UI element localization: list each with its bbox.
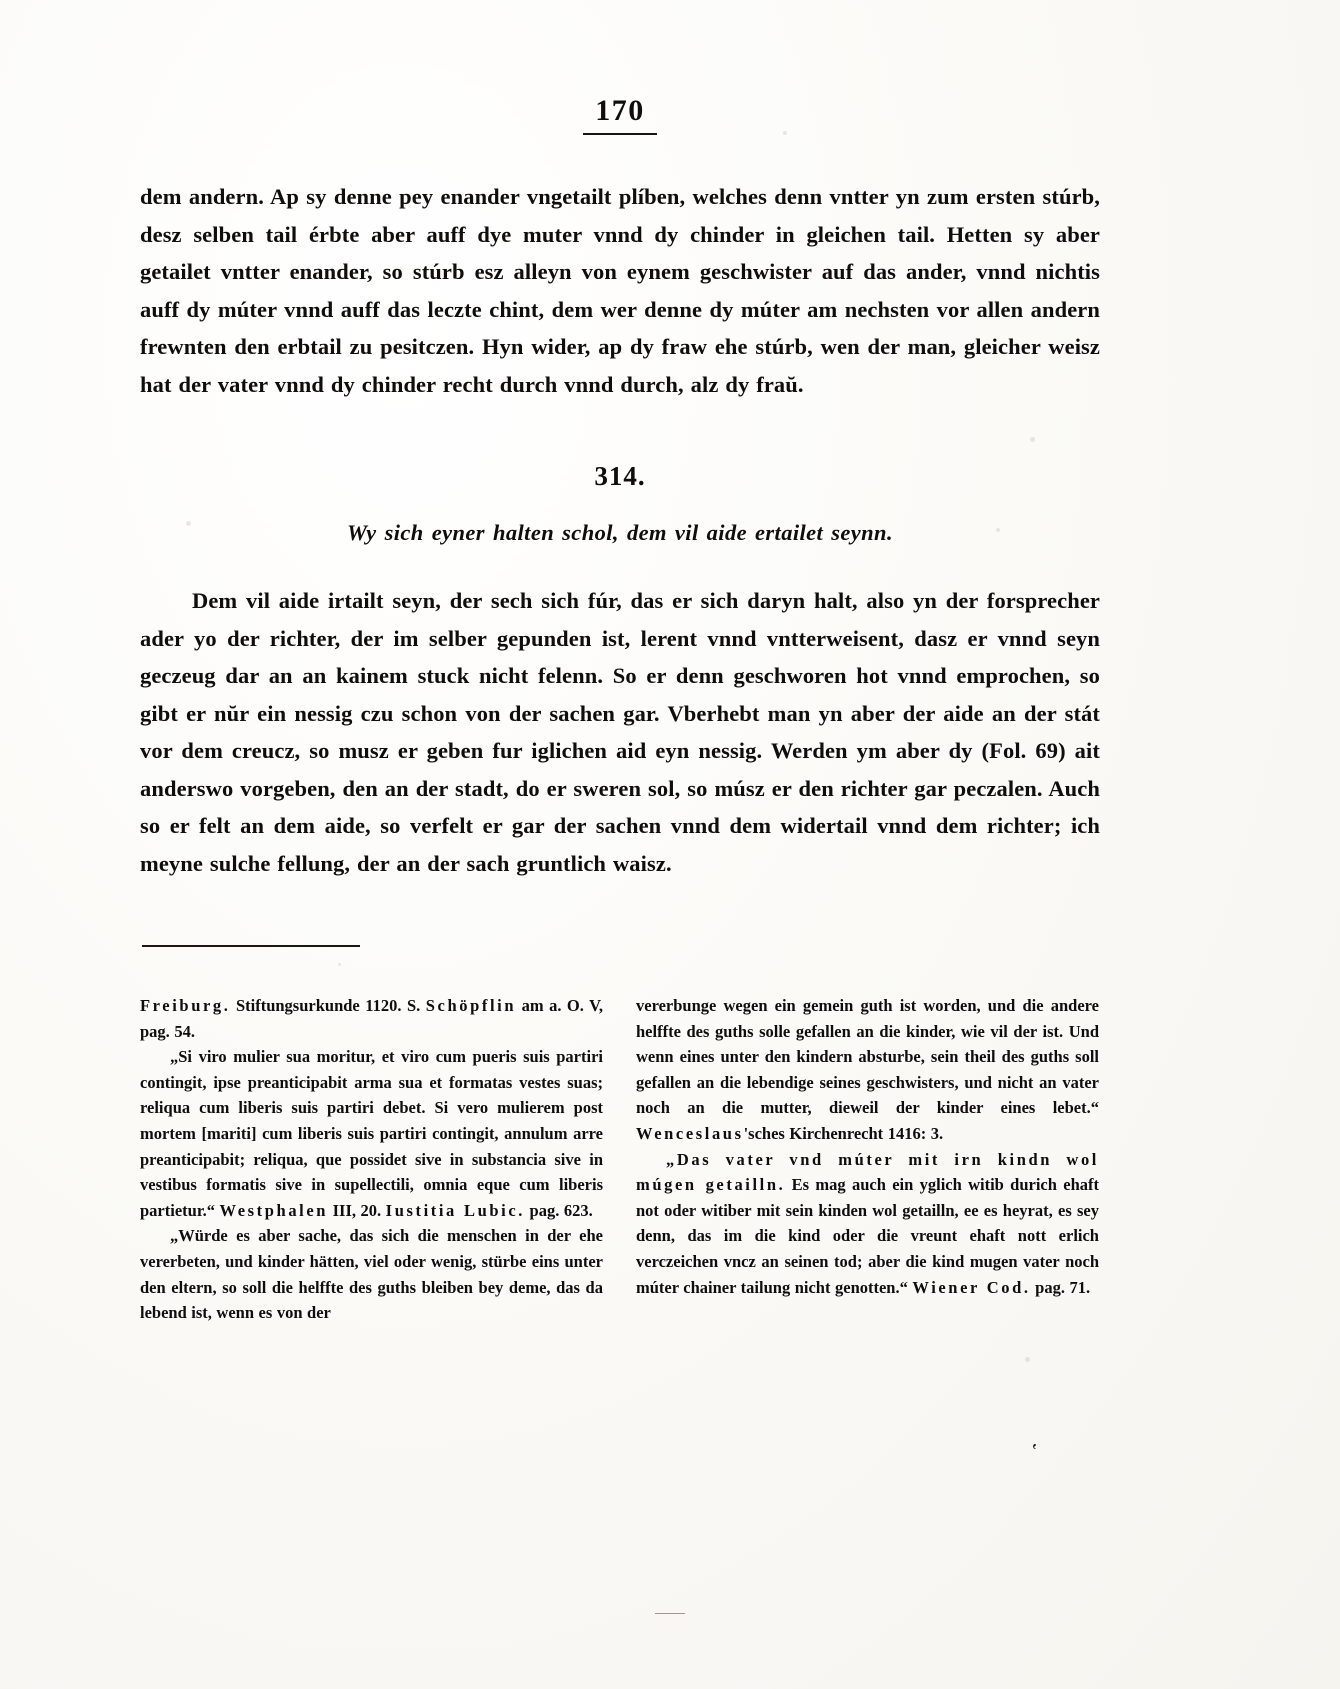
page-content — [140, 0, 1100, 1326]
body-paragraph-2-part-b: ait anderswo vorgeben, den an der stadt, do er sweren sol, so músz er den richter gar peczalen. Auch so er felt an dem aide, so verfelt er gar der sachen vnnd dem widertail vnnd dem richter; ich meyne sulche fellung, der an der sach gruntlich waisz. — [140, 738, 1100, 876]
citation-name-iustitia-lubic: Iustitia Lubic. — [385, 1200, 526, 1220]
bottom-page-mark — [655, 1613, 685, 1614]
citation-name-wiener-cod: Wiener Cod. — [912, 1277, 1031, 1297]
citation-wenceslaus-number: 1416: 3. — [887, 1123, 944, 1143]
section-number: 314. — [594, 461, 646, 491]
footnote-quote-german-1-continued — [636, 993, 1099, 1147]
citation-freiburg-end: am a. O. V, pag. 54. — [140, 996, 603, 1041]
footnote-quote-latin — [140, 1044, 603, 1223]
citation-freiburg-mid: Stiftungsurkunde 1120. S. — [230, 996, 426, 1015]
body-paragraph-1: dem andern. Ap sy denne pey enander vngetailt plíben, welches denn vntter yn zum ersten stúrb, desz selben tail érbte aber auff dye muter vnnd dy chinder in gleichen tail. Hetten sy aber getailet vntter enander, so stúrb esz alleyn von eynem geschwister auf das ander, vnnd nichtis auff dy múter vnnd auff das leczte chint, dem wer denne dy múter am nechsten vor allen andern frewnten den erbtail zu pesitczen. Hyn wider, ap dy fraw ehe stúrb, wen der man, gleicher weisz hat der vater vnnd dy chinder recht durch vnnd durch, alz dy fraŭ. — [140, 184, 1100, 397]
footnote-quote-german-2-text: Es mag auch ein yglich witib durich ehaft not oder witiber mit sein kinden wol getailln, ee es heyrat, es sey denn, das im die kind oder die vreunt ehaft nott erlich verczeichen vncz an seinen tod; aber die kind mugen vater noch múter chainer tailung nicht genotten.“ — [636, 1175, 1099, 1297]
body-paragraph-2-part-a: Dem vil aide irtailt seyn, der sech sich fúr, das er sich daryn halt, also yn der forsprecher ader yo der richter, der im selber gepunden ist, lerent vnnd vntterweisent, dasz er vnnd seyn geczeug dar an an kainem stuck nicht felenn. So er denn geschworen hot vnnd emprochen, so gibt er nŭr ein nessig czu schon von der sachen gar. Vberhebt man yn aber der aide an der stát vor dem creucz, so musz er geben fur iglichen aid eyn nessig. Werden ym aber dy — [140, 588, 1100, 763]
citation-westphalen-mid: III, 20. — [328, 1200, 386, 1220]
folio-reference: (Fol. 69) — [981, 738, 1066, 763]
footnote-quote-german-2 — [636, 1147, 1099, 1301]
scan-speckle — [1025, 1357, 1030, 1362]
footnote-area — [140, 993, 1100, 1326]
citation-wiener-end: pag. 71. — [1030, 1277, 1091, 1297]
section-title: Wy sich eyner halten schol, dem vil aide ertailet seynn. — [347, 520, 893, 545]
footnote-column-right — [636, 993, 1099, 1326]
citation-name-schoepflin: Schöpflin — [425, 996, 517, 1015]
citation-name-freiburg: Freiburg. — [140, 996, 231, 1015]
citation-name-westphalen: Westphalen — [219, 1200, 329, 1220]
footnote-column-left — [140, 993, 603, 1326]
footnote-source-citation — [140, 993, 603, 1044]
footnote-quote-german-1: „Würde es aber sache, das sich die menschen in der ehe vererbeten, und kinder hätten, viel oder wenig, stürbe eins unter den eltern, so soll die helffte des guths bleiben bey deme, das da lebend ist, wenn es von der — [140, 1226, 603, 1323]
footnote-quote-latin-text: „Si viro mulier sua moritur, et viro cum pueris suis partiri contingit, ipse preanticipabit arma sua et formatas vestes suas; reliqua cum liberis suis partiri debet. Si vero mulierem post mortem [mariti] cum liberis suis partiri contingit, annulum arre preanticipabit; reliqua, que possidet sive in substancia sive in vestibus formatis sive in supellectili, omnia eque cum liberis partietur.“ — [140, 1047, 603, 1220]
citation-iustitia-end: pag. 623. — [525, 1200, 593, 1220]
footnote-quote-german-2-spaced: „Das vater vnd múter mit irn kindn wol múgen getailln. — [636, 1149, 1099, 1195]
page-number: 170 — [583, 96, 657, 135]
page-number-container — [140, 0, 1100, 135]
citation-wenceslaus-mid: 'sches Kirchenrecht — [743, 1123, 888, 1143]
citation-name-wenceslaus: Wenceslaus — [636, 1123, 744, 1143]
stray-ink-mark: ‛ — [1030, 1440, 1037, 1462]
footnote-separator-rule — [142, 945, 360, 947]
body-paragraph-2 — [140, 582, 1100, 882]
footnote-quote-german-1-cont-text: vererbunge wegen ein gemein guth ist worden, und die andere helffte des guths solle gefallen an die kinder, wie vil der ist. Und wenn eines unter den kindern absturbe, sein theil des guths soll gefallen an die lebendige seines geschwisters, und nicht an vater noch an die mutter, dieweil der kinder eines lebet.“ — [636, 996, 1099, 1118]
